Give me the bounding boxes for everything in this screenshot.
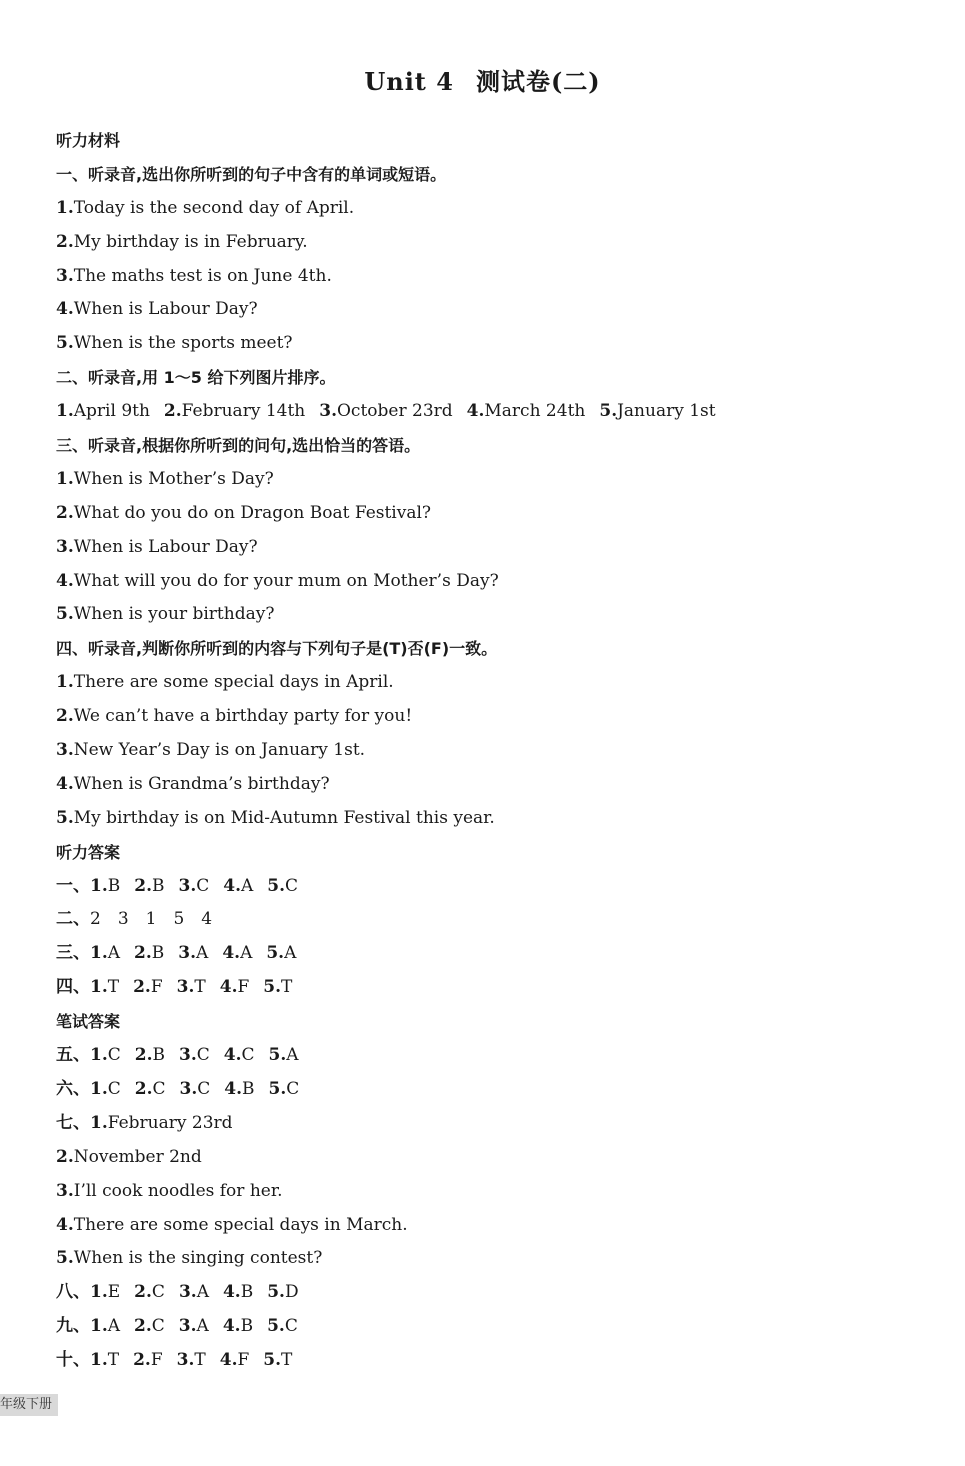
item-text: When is Mother’s Day? — [73, 468, 274, 489]
answer-number: 5. — [267, 1316, 285, 1337]
section2-item — [319, 401, 452, 421]
answer-value: C — [152, 1078, 166, 1099]
answer-number: 5. — [268, 1045, 287, 1066]
item-text: When is the sports meet? — [73, 333, 293, 354]
answer-item — [90, 1282, 120, 1302]
answer-section-label: 三、 — [56, 943, 90, 964]
section3-item — [56, 531, 916, 565]
answer-value: C — [196, 1045, 210, 1066]
item-number: 3. — [56, 740, 74, 761]
answer-number: 1. — [90, 1316, 108, 1337]
item-text: March 24th — [484, 401, 586, 422]
answer-value: A — [240, 943, 253, 964]
answer-item — [179, 1282, 209, 1302]
answer-value: C — [107, 1045, 121, 1066]
answer-value: F — [150, 1350, 163, 1371]
answer-row — [56, 1310, 916, 1344]
answer-item — [90, 1316, 120, 1336]
answer-number: 4. — [224, 1078, 243, 1099]
answer-value: B — [151, 943, 165, 964]
listening-material-heading: 听力材料 — [56, 131, 121, 150]
answer-number: 1. — [90, 1350, 108, 1371]
answer-number: 3. — [179, 1078, 198, 1099]
answer-item — [179, 876, 210, 896]
section7-item — [56, 1107, 916, 1141]
item-number: 2. — [163, 401, 182, 422]
item-number: 2. — [56, 231, 74, 252]
answer-value: T — [281, 1350, 293, 1371]
answer-value: A — [286, 1045, 299, 1066]
answer-row — [56, 903, 916, 937]
answer-value: B — [240, 1316, 254, 1337]
section1-item — [56, 260, 916, 294]
section2-item — [599, 401, 715, 421]
item-number: 2. — [56, 502, 74, 523]
answer-item — [90, 1350, 119, 1370]
answer-number: 1. — [90, 1078, 108, 1099]
section2-heading: 二、听录音,用 1～5 给下列图片排序。 — [56, 368, 336, 388]
answer-number: 5. — [267, 875, 286, 896]
answer-row — [56, 971, 916, 1005]
answer-row — [56, 870, 916, 904]
section2-item — [467, 401, 586, 421]
written-answers-b — [56, 1276, 916, 1378]
item-text: When is Grandma’s birthday? — [73, 773, 330, 794]
answer-value: T — [194, 977, 206, 998]
answer-section-label: 七、 — [56, 1112, 90, 1133]
footer-grade-tab: 年级下册 — [0, 1394, 58, 1416]
answer-value: A — [196, 1282, 209, 1303]
answer-row — [56, 1276, 916, 1310]
answer-value: C — [197, 1078, 211, 1099]
answer-item — [179, 1045, 210, 1065]
item-number: 3. — [319, 401, 337, 422]
answer-item — [263, 977, 292, 997]
answer-value: T — [194, 1350, 206, 1371]
answer-value: C — [285, 875, 299, 896]
answer-value: A — [241, 875, 254, 896]
item-number: 4. — [466, 401, 485, 422]
answer-value: C — [286, 1078, 300, 1099]
section3-item — [56, 497, 916, 531]
answer-number: 2. — [133, 977, 151, 998]
answer-number: 3. — [179, 1045, 197, 1066]
answer-value: C — [151, 1316, 165, 1337]
item-text: My birthday is in February. — [73, 231, 308, 252]
answer-number: 5. — [268, 1078, 287, 1099]
item-number: 1. — [56, 672, 74, 693]
answer-number: 2. — [134, 1078, 153, 1099]
answer-section-label: 四、 — [56, 977, 90, 998]
answer-sheet — [56, 124, 916, 1378]
answer-item — [134, 1316, 165, 1336]
answer-number: 4. — [223, 875, 242, 896]
answer-value: A — [107, 943, 121, 964]
section2-item — [56, 401, 150, 421]
item-number: 5. — [599, 401, 618, 422]
answer-number: 2. — [134, 943, 152, 964]
answer-number: 3. — [176, 1350, 195, 1371]
section3-item — [56, 598, 916, 632]
item-text: New Year’s Day is on January 1st. — [73, 740, 366, 761]
item-number: 5. — [56, 807, 74, 828]
answer-number: 1. — [90, 1045, 108, 1066]
answer-value: D — [284, 1282, 299, 1303]
item-number: 1. — [56, 401, 74, 422]
answer-number: 1. — [90, 943, 108, 964]
answer-value: A — [107, 1316, 121, 1337]
section2-item — [164, 401, 305, 421]
item-number: 2. — [56, 706, 74, 727]
answer-section-label: 二、 — [56, 909, 90, 930]
answer-item — [179, 1316, 209, 1336]
item-number: 4. — [56, 299, 74, 320]
section1-list — [56, 192, 916, 361]
item-text: When is the singing contest? — [73, 1248, 323, 1269]
section4-item — [56, 734, 916, 768]
answer-number: 4. — [222, 1316, 241, 1337]
answer-number: 3. — [178, 1282, 197, 1303]
page-title — [0, 62, 965, 97]
item-text: October 23rd — [337, 401, 453, 422]
item-number: 5. — [56, 604, 74, 625]
item-number: 5. — [56, 1248, 74, 1269]
answer-number: 4. — [223, 1045, 242, 1066]
answer-row — [56, 937, 916, 971]
item-text: January 1st — [617, 401, 716, 422]
answer-item — [177, 1350, 206, 1370]
answer-item — [134, 876, 164, 896]
written-answers-a — [56, 1039, 916, 1107]
answer-item — [178, 943, 208, 963]
answer-sequence: 2 3 1 5 4 — [90, 909, 213, 930]
section3-item — [56, 463, 916, 497]
item-number: 4. — [56, 570, 74, 591]
answer-item — [90, 1045, 121, 1065]
answer-number: 3. — [178, 875, 197, 896]
answer-item — [135, 1045, 165, 1065]
answer-item — [224, 1079, 254, 1099]
item-number: 3. — [56, 1180, 74, 1201]
item-text: There are some special days in March. — [73, 1214, 408, 1235]
answer-item — [133, 1350, 163, 1370]
listening-answers — [56, 870, 916, 1006]
answer-item — [90, 943, 120, 963]
answer-item — [263, 1350, 292, 1370]
answer-section-label: 六、 — [56, 1078, 90, 1099]
item-text: I’ll cook noodles for her. — [73, 1180, 283, 1201]
section4-heading: 四、听录音,判断你所听到的内容与下列句子是(T)否(F)一致。 — [56, 639, 498, 659]
item-number: 1. — [56, 468, 74, 489]
answer-section-label: 十、 — [56, 1350, 90, 1371]
section3-heading: 三、听录音,根据你所听到的问句,选出恰当的答语。 — [56, 436, 421, 456]
answer-value: B — [240, 1282, 254, 1303]
answer-item — [220, 1350, 250, 1370]
answer-number: 5. — [263, 977, 282, 998]
item-text: My birthday is on Mid-Autumn Festival this year. — [73, 807, 495, 828]
answer-number: 5. — [263, 1350, 282, 1371]
answer-item — [223, 1282, 253, 1302]
answer-value: F — [237, 977, 250, 998]
answer-number: 3. — [178, 1316, 197, 1337]
item-text: April 9th — [73, 401, 150, 422]
section1-item — [56, 293, 916, 327]
section4-item — [56, 768, 916, 802]
item-text: February 23rd — [107, 1112, 233, 1133]
item-number: 2. — [56, 1146, 74, 1167]
answer-item — [267, 1316, 298, 1336]
section7-item — [56, 1141, 916, 1175]
section2-list — [56, 395, 916, 429]
answer-item — [266, 943, 296, 963]
written-answers-heading: 笔试答案 — [56, 1012, 121, 1032]
item-text: We can’t have a birthday party for you! — [73, 706, 413, 727]
section4-list — [56, 666, 916, 835]
title-cn: 测试卷(二) — [475, 67, 601, 96]
answer-value: C — [107, 1078, 121, 1099]
answer-value: B — [152, 1045, 166, 1066]
answer-number: 1. — [90, 875, 108, 896]
answer-item — [223, 1316, 253, 1336]
answer-item — [134, 1282, 165, 1302]
answer-row — [56, 1344, 916, 1378]
answer-number: 3. — [178, 943, 197, 964]
answer-value: B — [107, 875, 121, 896]
answer-value: A — [284, 943, 297, 964]
item-number: 3. — [56, 265, 74, 286]
item-text: What will you do for your mum on Mother’s Day? — [73, 570, 499, 591]
answer-number: 4. — [222, 943, 241, 964]
answer-item — [90, 876, 120, 896]
item-text: When is Labour Day? — [73, 299, 258, 320]
answer-number: 3. — [176, 977, 195, 998]
item-number: 1. — [90, 1112, 108, 1133]
answer-number: 4. — [222, 1282, 241, 1303]
answer-value: A — [196, 1316, 209, 1337]
item-text: November 2nd — [73, 1146, 202, 1167]
section4-item — [56, 802, 916, 836]
answer-row — [56, 1073, 916, 1107]
section1-item — [56, 226, 916, 260]
answer-item — [134, 943, 164, 963]
answer-number: 2. — [134, 1045, 153, 1066]
answer-value: B — [242, 1078, 255, 1099]
answer-number: 1. — [90, 977, 108, 998]
title-unit: Unit 4 — [364, 67, 454, 96]
answer-value: A — [196, 943, 209, 964]
answer-item — [135, 1079, 166, 1099]
item-number: 5. — [56, 333, 74, 354]
item-number: 4. — [56, 1214, 74, 1235]
item-text: When is Labour Day? — [73, 536, 258, 557]
answer-number: 2. — [134, 1282, 152, 1303]
item-text: When is your birthday? — [73, 604, 275, 625]
listening-answers-heading: 听力答案 — [56, 842, 121, 862]
section3-list — [56, 463, 916, 632]
item-number: 1. — [56, 197, 74, 218]
item-text: Today is the second day of April. — [73, 197, 355, 218]
answer-item — [224, 1045, 255, 1065]
section4-item — [56, 666, 916, 700]
answer-section-label: 八、 — [56, 1282, 90, 1303]
answer-value: T — [107, 1350, 120, 1371]
answer-value: B — [152, 875, 165, 896]
answer-value: E — [107, 1282, 121, 1303]
answer-item — [220, 977, 250, 997]
answer-item — [90, 977, 119, 997]
section1-item — [56, 192, 916, 226]
answer-item — [269, 1045, 299, 1065]
section7-item — [56, 1209, 916, 1243]
answer-number: 4. — [219, 977, 238, 998]
answer-row — [56, 1039, 916, 1073]
item-number: 4. — [56, 773, 74, 794]
item-text: There are some special days in April. — [73, 672, 394, 693]
section3-item — [56, 565, 916, 599]
answer-item — [90, 1079, 121, 1099]
answer-value: C — [196, 875, 210, 896]
item-text: What do you do on Dragon Boat Festival? — [73, 502, 432, 523]
section1-item — [56, 327, 916, 361]
answer-section-label: 五、 — [56, 1045, 90, 1066]
answer-value: C — [151, 1282, 165, 1303]
answer-number: 2. — [133, 1350, 151, 1371]
item-number: 3. — [56, 536, 74, 557]
section7-item — [56, 1242, 916, 1276]
answer-item — [222, 943, 252, 963]
answer-value: F — [237, 1350, 250, 1371]
answer-item — [223, 876, 253, 896]
answer-value: T — [281, 977, 293, 998]
answer-item — [267, 876, 298, 896]
answer-section-label: 九、 — [56, 1316, 90, 1337]
answer-item — [267, 1282, 298, 1302]
answer-number: 4. — [219, 1350, 238, 1371]
answer-item — [133, 977, 163, 997]
answer-number: 1. — [90, 1282, 108, 1303]
section4-item — [56, 700, 916, 734]
answer-value: F — [150, 977, 163, 998]
item-text: The maths test is on June 4th. — [73, 265, 332, 286]
answer-value: T — [107, 977, 120, 998]
answer-number: 2. — [134, 1316, 152, 1337]
answer-value: C — [241, 1045, 255, 1066]
answer-section-label: 一、 — [56, 875, 90, 896]
answer-number: 5. — [266, 943, 285, 964]
answer-number: 5. — [267, 1282, 285, 1303]
section7-list — [56, 1107, 916, 1276]
item-text: February 14th — [181, 401, 306, 422]
answer-value: C — [284, 1316, 298, 1337]
answer-item — [180, 1079, 211, 1099]
answer-item — [269, 1079, 300, 1099]
answer-number: 2. — [134, 875, 152, 896]
section1-heading: 一、听录音,选出你所听到的句子中含有的单词或短语。 — [56, 164, 447, 184]
section7-item — [56, 1175, 916, 1209]
answer-item — [177, 977, 206, 997]
